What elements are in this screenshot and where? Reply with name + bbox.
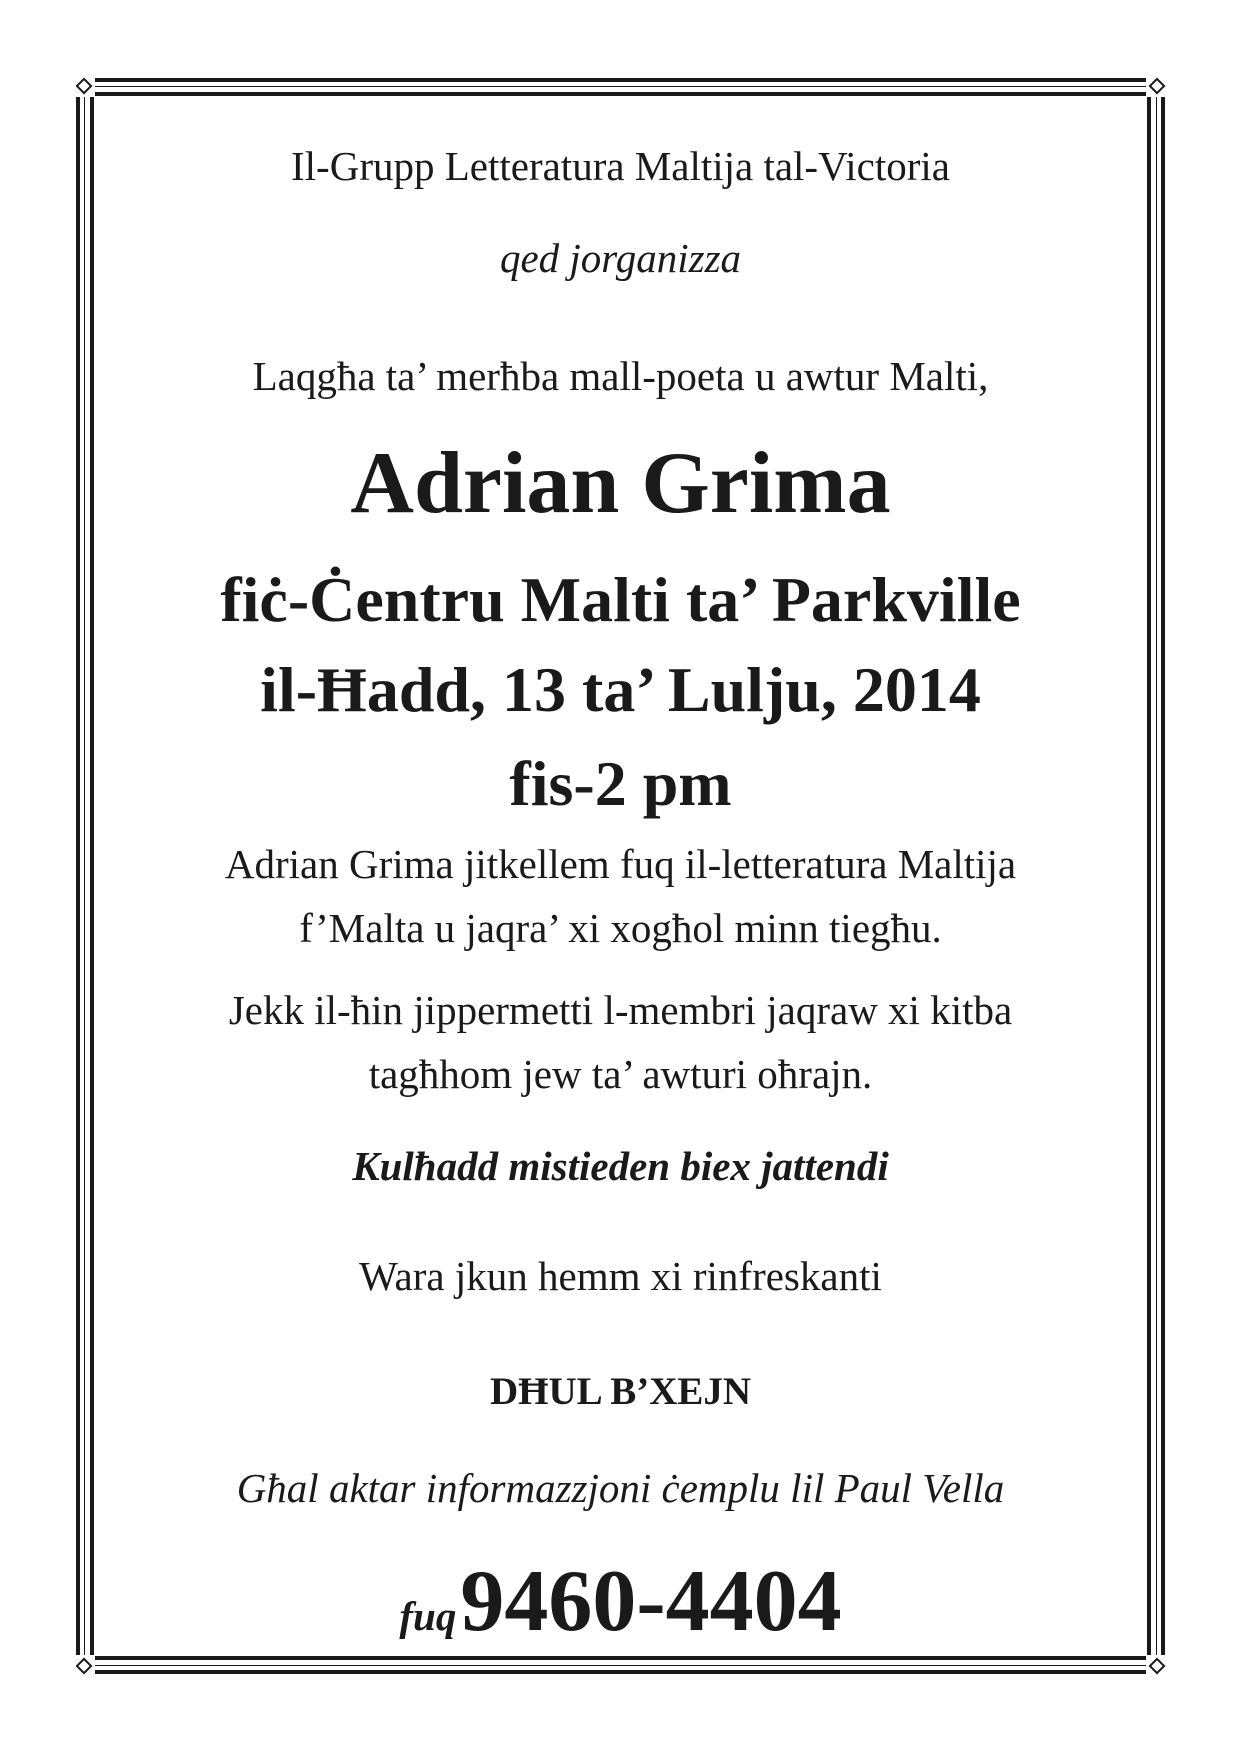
corner-ornament-icon bbox=[1146, 1655, 1168, 1677]
contact-line: Għal aktar informazzjoni ċemplu lil Paul Vella bbox=[236, 1465, 1005, 1511]
organizes-text: qed jorganizza bbox=[499, 235, 742, 281]
corner-ornament-icon bbox=[1146, 75, 1168, 97]
organization-name: Il-Grupp Letteratura Maltija tal-Victoria bbox=[291, 143, 950, 189]
description-line: f’Malta u jaqra’ xi xogħol minn tiegħu. bbox=[299, 905, 942, 951]
description-line: tagħhom jew ta’ awturi oħrajn. bbox=[368, 1051, 873, 1097]
description-line: Adrian Grima jitkellem fuq il-letteratura Maltija bbox=[224, 841, 1017, 887]
phone-number: 9460-4404 bbox=[460, 1553, 842, 1650]
phone-prefix: fuq bbox=[399, 1593, 457, 1639]
event-venue: fiċ-Ċentru Malti ta’ Parkville bbox=[220, 564, 1021, 635]
free-entry-text: DĦUL B’XEJN bbox=[489, 1370, 752, 1413]
everyone-welcome-text: Kulħadd mistieden biex jattendi bbox=[352, 1143, 889, 1189]
refreshments-text: Wara jkun hemm xi rinfreskanti bbox=[359, 1253, 882, 1299]
phone-line bbox=[90, 1553, 1151, 1650]
welcome-line: Laqgħa ta’ merħba mall-poeta u awtur Malti, bbox=[252, 353, 989, 399]
event-time: fis-2 pm bbox=[509, 748, 732, 819]
corner-ornament-icon bbox=[73, 75, 95, 97]
guest-name: Adrian Grima bbox=[350, 435, 891, 532]
event-date: il-Ħadd, 13 ta’ Lulju, 2014 bbox=[260, 654, 981, 725]
description-line: Jekk il-ħin jippermetti l-membri jaqraw xi kitba bbox=[228, 987, 1013, 1033]
corner-ornament-icon bbox=[73, 1655, 95, 1677]
